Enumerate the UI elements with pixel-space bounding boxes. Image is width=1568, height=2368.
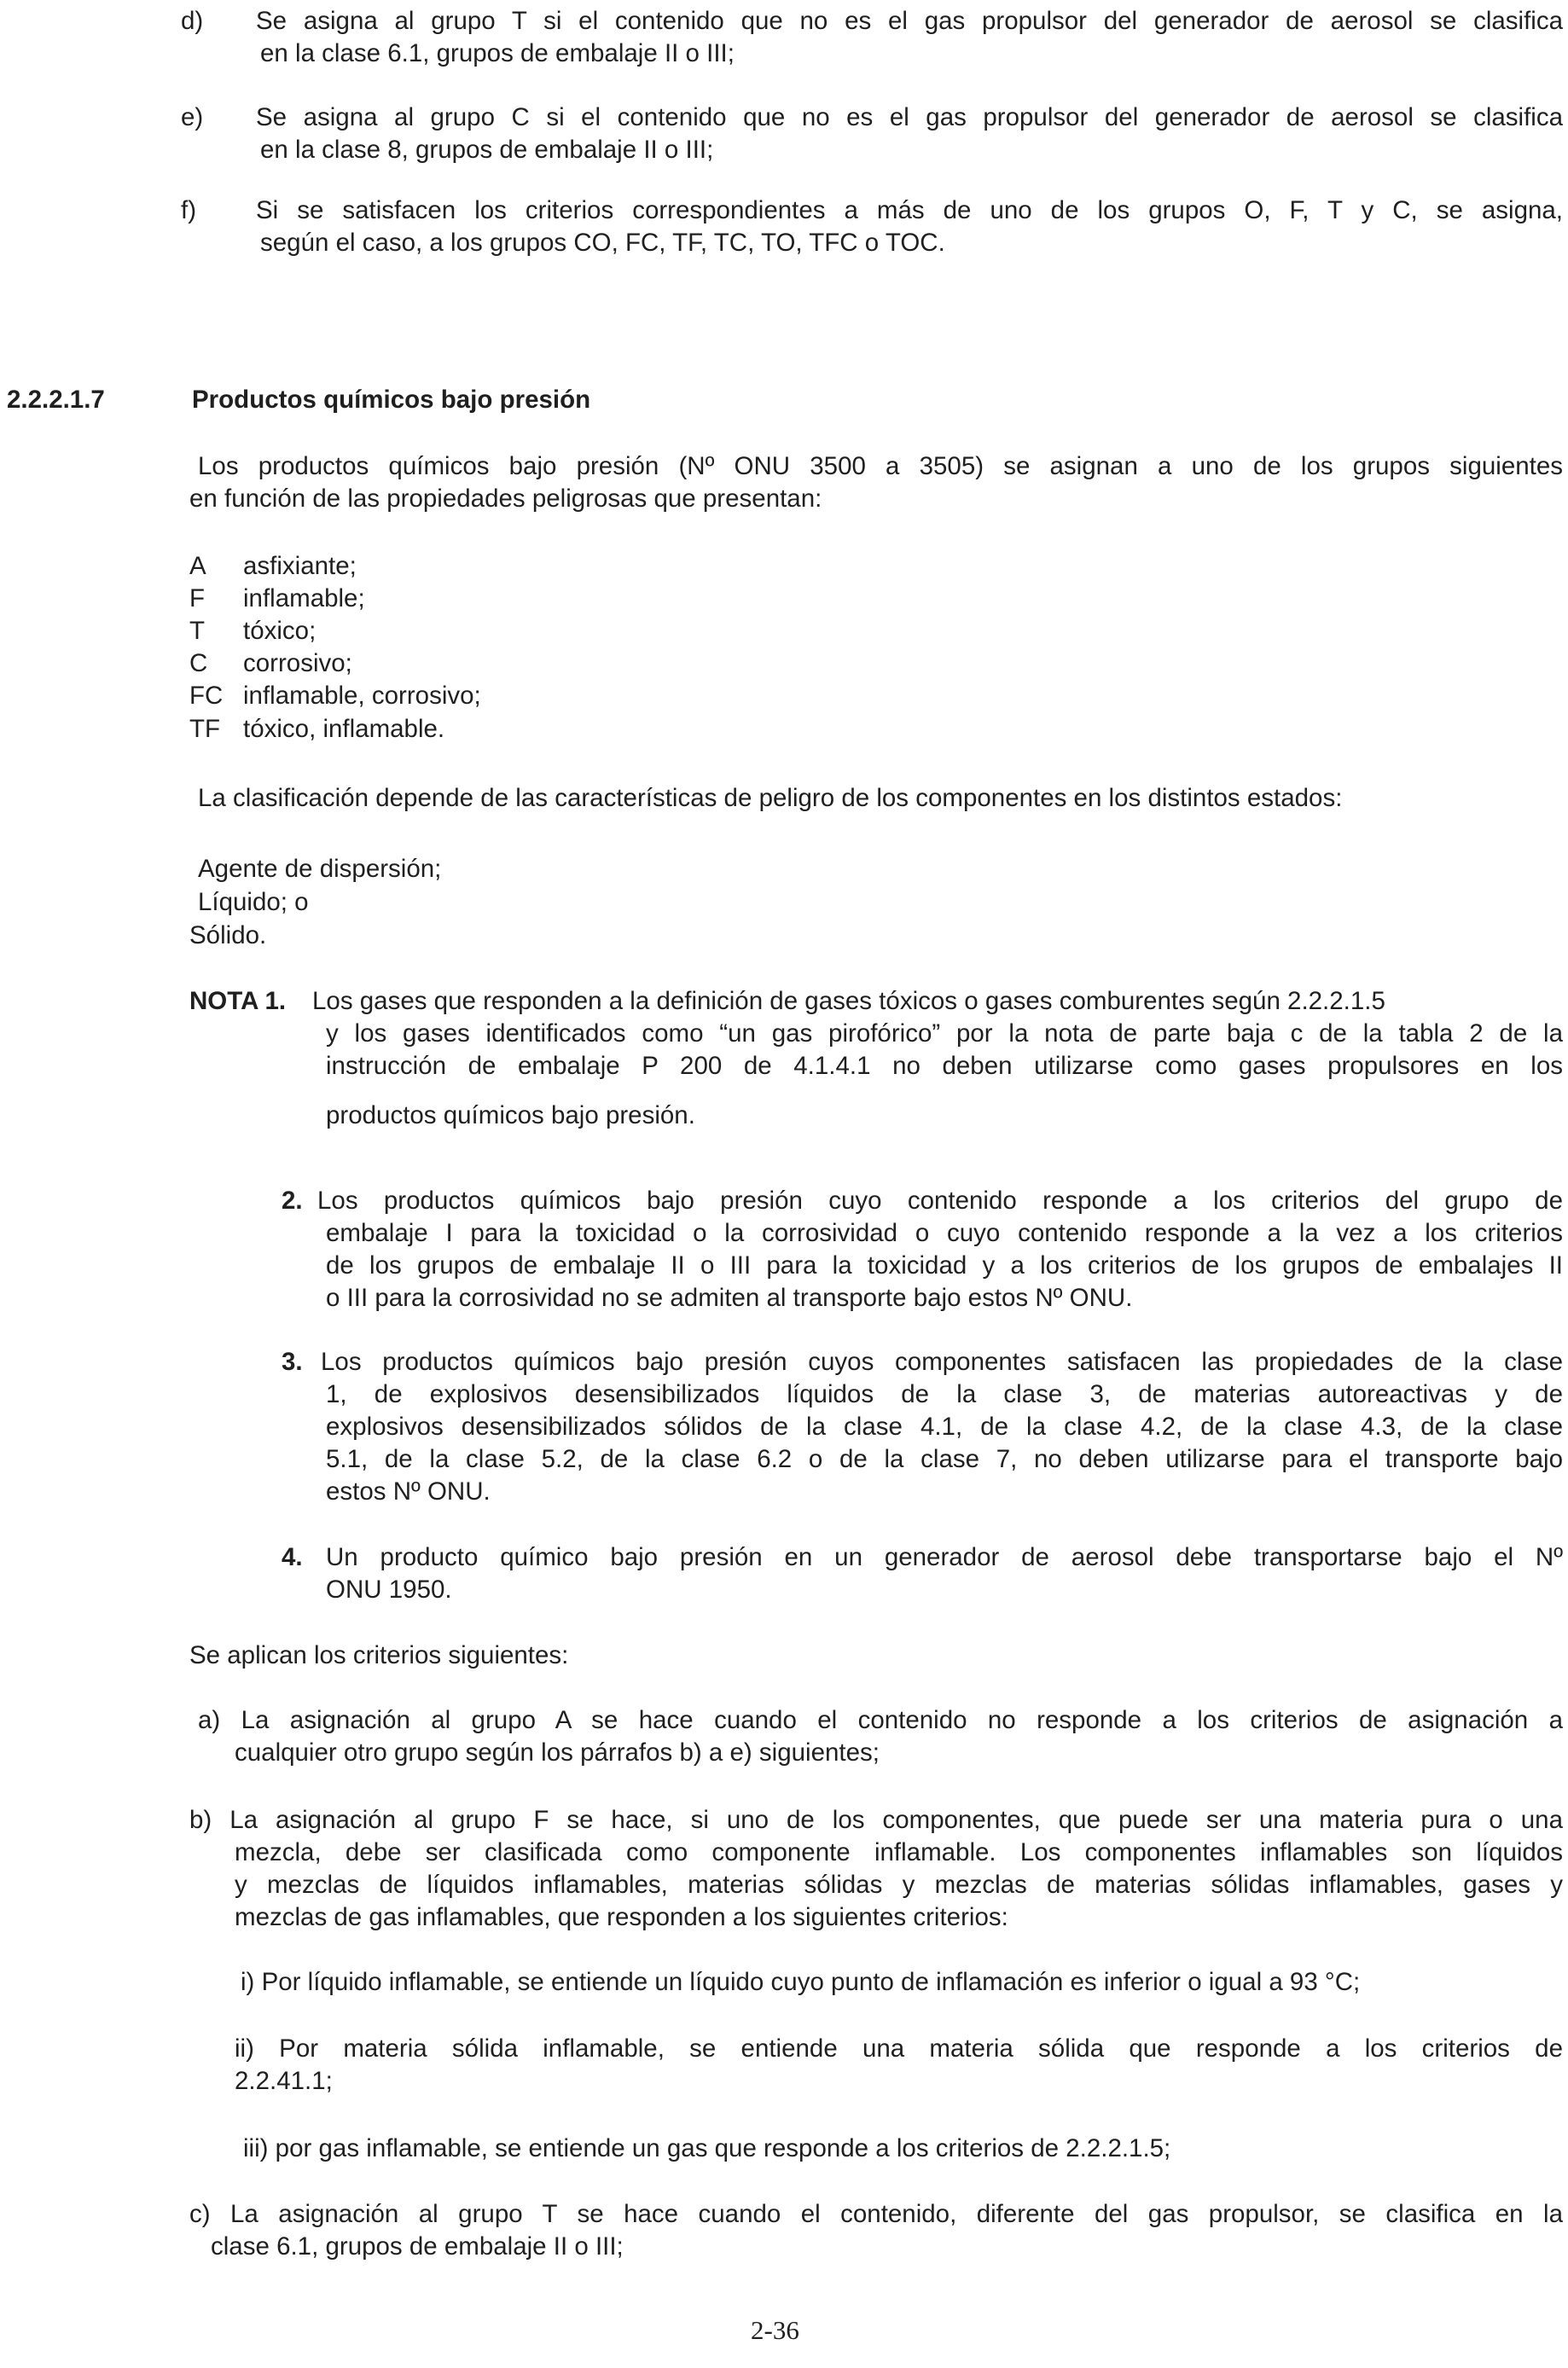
- criterion-b-line3: y mezclas de líquidos inflamables, materias sólidas y mezclas de materias sólidas inflamables, gases y: [235, 1871, 1563, 1899]
- list-item-e-line1: Se asigna al grupo C si el contenido que no es el gas propulsor del generador de aerosol se clasifica: [256, 103, 1563, 131]
- note-1-line3: instrucción de embalaje P 200 de 4.1.4.1 no deben utilizarse como gases propulsores en los: [326, 1052, 1563, 1080]
- list-label-e: e): [181, 103, 204, 131]
- list-item-d-line1: Se asigna al grupo T si el contenido que no es el gas propulsor del generador de aerosol se clasifica: [256, 7, 1563, 35]
- note-3-line4: 5.1, de la clase 5.2, de la clase 6.2 o de la clase 7, no deben utilizarse para el transporte bajo: [326, 1445, 1563, 1473]
- group-desc: asfixiante;: [243, 552, 357, 580]
- list-item-d-line2: en la clase 6.1, grupos de embalaje II o III;: [260, 39, 735, 67]
- note-3-line5: estos Nº ONU.: [326, 1477, 491, 1506]
- criteria-intro: Se aplican los criterios siguientes:: [189, 1641, 569, 1669]
- note-2-line3: de los grupos de embalaje II o III para la toxicidad y a los criterios de los grupos de embalajes II: [326, 1251, 1563, 1280]
- group-desc: corrosivo;: [243, 649, 352, 677]
- state-item: Agente de dispersión;: [198, 855, 442, 883]
- note-1-line1: Los gases que responden a la definición de gases tóxicos o gases comburentes según 2.2.2.1.5: [312, 987, 1385, 1015]
- note-1-line2: y los gases identificados como “un gas pirofórico” por la nota de parte baja c de la tabla 2 de la: [326, 1019, 1563, 1048]
- group-code: F: [189, 584, 206, 612]
- section-intro-line1: Los productos químicos bajo presión (Nº ONU 3500 a 3505) se asignan a uno de los grupos siguientes: [198, 452, 1563, 480]
- note-3-line3: explosivos desensibilizados sólidos de la clase 4.1, de la clase 4.2, de la clase 4.3, de la clase: [326, 1413, 1563, 1441]
- note-3-number: 3.: [282, 1348, 303, 1376]
- section-intro-line2: en función de las propiedades peligrosas que presentan:: [189, 485, 822, 513]
- note-3-line2: 1, de explosivos desensibilizados líquidos de la clase 3, de materias autoreactivas y de: [326, 1380, 1563, 1408]
- note-heading: NOTA 1.: [189, 987, 287, 1015]
- criterion-b-line1: b) La asignación al grupo F se hace, si uno de los componentes, que puede ser una materia pura o una: [189, 1806, 1563, 1834]
- list-label-d: d): [181, 7, 204, 35]
- criterion-b-line4: mezclas de gas inflamables, que responden a los siguientes criterios:: [235, 1903, 1008, 1931]
- criterion-c-line2: clase 6.1, grupos de embalaje II o III;: [211, 2232, 624, 2261]
- criterion-b-i: i) Por líquido inflamable, se entiende un líquido cuyo punto de inflamación es inferior o igual a 93 °C;: [241, 1968, 1361, 1996]
- note-1-line4: productos químicos bajo presión.: [326, 1101, 695, 1129]
- note-4-number: 4.: [282, 1543, 303, 1571]
- classification-text: La clasificación depende de las características de peligro de los componentes en los distintos estados:: [198, 784, 1343, 812]
- note-4-line2: ONU 1950.: [326, 1576, 452, 1604]
- state-item: Sólido.: [189, 921, 267, 949]
- page-number: 2-36: [751, 2315, 799, 2345]
- section-number: 2.2.2.1.7: [7, 386, 105, 414]
- group-code: TF: [189, 715, 221, 743]
- group-desc: tóxico, inflamable.: [243, 715, 445, 743]
- list-item-f-line1: Si se satisfacen los criterios correspondientes a más de uno de los grupos O, F, T y C, se asigna,: [256, 196, 1563, 224]
- group-desc: inflamable;: [243, 584, 365, 612]
- note-4-line1: Un producto químico bajo presión en un generador de aerosol debe transportarse bajo el Nº: [326, 1543, 1563, 1571]
- criterion-b-ii-line1: ii) Por materia sólida inflamable, se entiende una materia sólida que responde a los criterios de: [235, 2034, 1563, 2063]
- criterion-c-line1: c) La asignación al grupo T se hace cuando el contenido, diferente del gas propulsor, se clasifica en la: [189, 2200, 1563, 2228]
- group-code: FC: [189, 682, 224, 710]
- note-2-line2: embalaje I para la toxicidad o la corrosividad o cuyo contenido responde a la vez a los criterios: [326, 1219, 1563, 1247]
- list-item-f-line2: según el caso, a los grupos CO, FC, TF, TC, TO, TFC o TOC.: [260, 229, 945, 257]
- note-2-line4: o III para la corrosividad no se admiten al transporte bajo estos Nº ONU.: [326, 1284, 1133, 1312]
- note-2-number: 2.: [282, 1187, 303, 1215]
- list-item-e-line2: en la clase 8, grupos de embalaje II o III;: [260, 136, 714, 164]
- section-title: Productos químicos bajo presión: [192, 386, 591, 414]
- criterion-b-line2: mezcla, debe ser clasificada como componente inflamable. Los componentes inflamables son líquidos: [235, 1838, 1563, 1866]
- group-code: T: [189, 617, 206, 645]
- note-3-line1: Los productos químicos bajo presión cuyos componentes satisfacen las propiedades de la clase: [321, 1348, 1563, 1376]
- group-desc: inflamable, corrosivo;: [243, 682, 481, 710]
- group-code: A: [189, 552, 206, 580]
- list-label-f: f): [181, 196, 197, 224]
- note-2-line1: Los productos químicos bajo presión cuyo contenido responde a los criterios del grupo de: [317, 1187, 1563, 1215]
- state-item: Líquido; o: [198, 888, 309, 916]
- criterion-b-ii-line2: 2.2.41.1;: [235, 2067, 333, 2095]
- criterion-a-line2: cualquier otro grupo según los párrafos b) a e) siguientes;: [235, 1738, 880, 1767]
- criterion-b-iii: iii) por gas inflamable, se entiende un gas que responde a los criterios de 2.2.2.1.5;: [243, 2134, 1171, 2162]
- criterion-a-line1: a) La asignación al grupo A se hace cuando el contenido no responde a los criterios de asignación a: [198, 1706, 1563, 1734]
- group-desc: tóxico;: [243, 617, 317, 645]
- group-code: C: [189, 649, 208, 677]
